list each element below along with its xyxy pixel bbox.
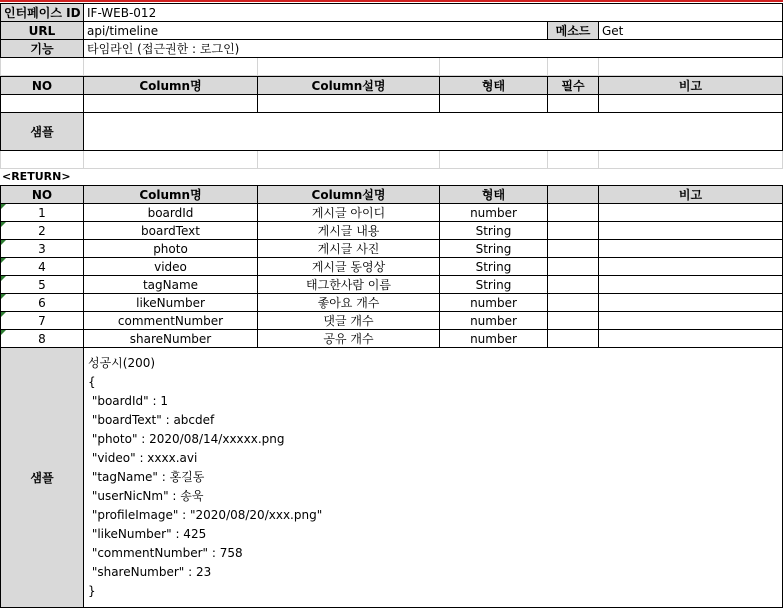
row-type-cell[interactable]: String — [440, 276, 548, 294]
sample-line: "likeNumber" : 425 — [88, 527, 207, 541]
empty-cell[interactable] — [84, 95, 258, 113]
request-table — [0, 76, 783, 169]
row-note-cell[interactable] — [599, 240, 783, 258]
row-note-cell[interactable] — [599, 294, 783, 312]
row-type-cell[interactable]: String — [440, 240, 548, 258]
sample-line: } — [88, 584, 96, 598]
row-column-desc-cell[interactable]: 게시글 아이디 — [258, 204, 440, 222]
row-no-cell[interactable]: 8 — [1, 330, 84, 348]
method-label: 메소드 — [548, 22, 599, 40]
empty-cell[interactable] — [599, 151, 783, 169]
row-no-cell[interactable]: 5 — [1, 276, 84, 294]
row-type-cell[interactable]: number — [440, 312, 548, 330]
row-blank-cell[interactable] — [548, 204, 599, 222]
col-header-note: 비고 — [599, 77, 783, 95]
row-column-name-cell[interactable]: shareNumber — [84, 330, 258, 348]
sample-line: "video" : xxxx.avi — [88, 451, 198, 465]
empty-cell[interactable] — [84, 58, 258, 76]
table-row — [1, 222, 783, 240]
row-column-name-cell[interactable]: boardId — [84, 204, 258, 222]
feature-label: 기능 — [1, 40, 84, 58]
row-type-cell[interactable]: number — [440, 294, 548, 312]
row-blank-cell[interactable] — [548, 222, 599, 240]
row-type-cell[interactable]: String — [440, 258, 548, 276]
row-blank-cell[interactable] — [548, 312, 599, 330]
row-no-cell[interactable]: 3 — [1, 240, 84, 258]
empty-cell[interactable] — [599, 95, 783, 113]
row-note-cell[interactable] — [599, 276, 783, 294]
row-column-name-cell[interactable]: commentNumber — [84, 312, 258, 330]
row-type-cell[interactable]: String — [440, 222, 548, 240]
col-header-note: 비고 — [599, 186, 783, 204]
row-no-cell[interactable]: 7 — [1, 312, 84, 330]
return-table — [0, 185, 783, 608]
col-header-type: 형태 — [440, 186, 548, 204]
sample-line: "commentNumber" : 758 — [88, 546, 243, 560]
row-column-desc-cell[interactable]: 게시글 내용 — [258, 222, 440, 240]
row-column-desc-cell[interactable]: 댓글 개수 — [258, 312, 440, 330]
table-row — [1, 258, 783, 276]
col-header-blank — [548, 186, 599, 204]
row-no-cell[interactable]: 2 — [1, 222, 84, 240]
row-note-cell[interactable] — [599, 330, 783, 348]
col-header-column-desc: Column설명 — [258, 77, 440, 95]
row-column-name-cell[interactable]: tagName — [84, 276, 258, 294]
row-column-desc-cell[interactable]: 태그한사람 이름 — [258, 276, 440, 294]
empty-cell[interactable] — [1, 95, 84, 113]
table-row — [1, 294, 783, 312]
col-header-column-desc: Column설명 — [258, 186, 440, 204]
col-header-column-name: Column명 — [84, 186, 258, 204]
feature-value[interactable]: 타임라인 (접근권한 : 로그인) — [84, 40, 783, 58]
empty-cell[interactable] — [599, 58, 783, 76]
table-row — [1, 204, 783, 222]
row-blank-cell[interactable] — [548, 276, 599, 294]
selection-border — [0, 0, 783, 2]
table-row — [1, 276, 783, 294]
row-blank-cell[interactable] — [548, 294, 599, 312]
sample-line: "photo" : 2020/08/14/xxxxx.png — [88, 432, 285, 446]
table-row — [1, 312, 783, 330]
empty-cell[interactable] — [84, 151, 258, 169]
row-type-cell[interactable]: number — [440, 204, 548, 222]
empty-cell[interactable] — [440, 151, 548, 169]
empty-cell[interactable] — [440, 95, 548, 113]
col-header-no: NO — [1, 186, 84, 204]
row-column-desc-cell[interactable]: 게시글 동영상 — [258, 258, 440, 276]
sample-line: "boardText" : abcdef — [88, 413, 215, 427]
interface-id-label: 인터페이스 ID — [1, 4, 84, 22]
empty-cell[interactable] — [258, 95, 440, 113]
row-note-cell[interactable] — [599, 222, 783, 240]
col-header-type: 형태 — [440, 77, 548, 95]
empty-cell[interactable] — [440, 58, 548, 76]
interface-id-value[interactable]: IF-WEB-012 — [84, 4, 783, 22]
url-value[interactable]: api/timeline — [84, 22, 548, 40]
row-note-cell[interactable] — [599, 258, 783, 276]
empty-cell[interactable] — [548, 95, 599, 113]
row-blank-cell[interactable] — [548, 330, 599, 348]
table-row — [1, 240, 783, 258]
empty-cell[interactable] — [258, 151, 440, 169]
sample-line: { — [88, 375, 96, 389]
method-value[interactable]: Get — [599, 22, 783, 40]
empty-cell[interactable] — [1, 58, 84, 76]
sample-line: "tagName" : 홍길동 — [88, 470, 205, 484]
sample-line: "shareNumber" : 23 — [88, 565, 212, 579]
row-blank-cell[interactable] — [548, 240, 599, 258]
row-column-name-cell[interactable]: boardText — [84, 222, 258, 240]
row-note-cell[interactable] — [599, 312, 783, 330]
row-column-name-cell[interactable]: likeNumber — [84, 294, 258, 312]
sample-line: "userNicNm" : 송욱 — [88, 489, 204, 503]
request-sample-value[interactable] — [84, 113, 783, 151]
return-rows — [1, 204, 783, 348]
empty-cell[interactable] — [548, 58, 599, 76]
row-column-desc-cell[interactable]: 게시글 사진 — [258, 240, 440, 258]
row-column-desc-cell[interactable]: 좋아요 개수 — [258, 294, 440, 312]
table-row — [1, 330, 783, 348]
row-blank-cell[interactable] — [548, 258, 599, 276]
empty-cell[interactable] — [1, 151, 84, 169]
sample-line: "boardId" : 1 — [88, 394, 168, 408]
row-column-name-cell[interactable]: video — [84, 258, 258, 276]
interface-info-table — [0, 3, 783, 76]
return-sample-value[interactable] — [84, 348, 783, 608]
row-no-cell[interactable]: 4 — [1, 258, 84, 276]
request-sample-label: 샘플 — [1, 113, 84, 151]
return-section-label: <RETURN> — [2, 170, 71, 183]
empty-cell[interactable] — [548, 151, 599, 169]
row-no-cell[interactable]: 1 — [1, 204, 84, 222]
sample-line: 성공시(200) — [88, 356, 156, 370]
row-note-cell[interactable] — [599, 204, 783, 222]
empty-cell[interactable] — [258, 58, 440, 76]
col-header-column-name: Column명 — [84, 77, 258, 95]
row-column-name-cell[interactable]: photo — [84, 240, 258, 258]
col-header-required: 필수 — [548, 77, 599, 95]
sample-line: "profileImage" : "2020/08/20/xxx.png" — [88, 508, 323, 522]
col-header-no: NO — [1, 77, 84, 95]
sample-json — [88, 354, 778, 601]
row-no-cell[interactable]: 6 — [1, 294, 84, 312]
return-sample-label: 샘플 — [1, 348, 84, 608]
row-type-cell[interactable]: number — [440, 330, 548, 348]
url-label: URL — [1, 22, 84, 40]
row-column-desc-cell[interactable]: 공유 개수 — [258, 330, 440, 348]
